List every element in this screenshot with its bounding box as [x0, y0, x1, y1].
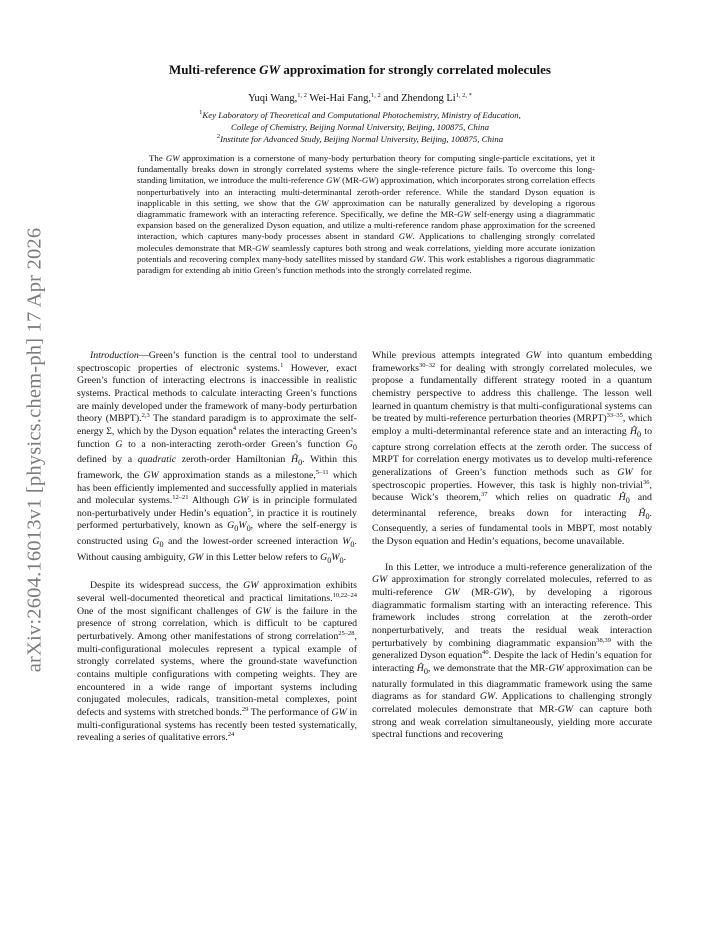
paragraph-previous-attempts: While previous attempts integrated GW into quantum embedding frameworks$^{30-32}$ for dealing with strongly correlated molecules, we propose a fundamentally different strategy rooted in a quantum chemistry perspective to address this challenge. The lesson well learned in quantum chemistry is that multi-configurational systems can be treated by multi-reference perturbation theories (MRPT)$^{33-35}$, which employ a multi-determinantal reference state and an interacting $Ĥ_0$ to capture strong correlation effects at the zeroth order. The success of MRPT for correlation energy motivates us to develop multi-reference generalizations of Green’s function methods such as GW for spectroscopic properties. However, this task is highly non-trivial$^{36}$, because Wick’s theorem,$^{37}$ which relies on quadratic $Ĥ_0$ and determinantal reference, breaks down for interacting $Ĥ_0$. Consequently, a series of fundamental tools in MBPT, most notably the Dyson equation and Hedin’s equations, become unavailable. [372, 350, 652, 548]
paragraph-this-letter: In this Letter, we introduce a multi-reference generalization of the GW approximation for strongly correlated molecules, referred to as multi-reference GW (MR-GW), by developing a rigorous diagrammatic formalism starting with an interacting reference. This framework includes strong correlation at the zeroth-order nonperturbatively, and treats the residual weak interaction perturbatively by combining diagrammatic expansion$^{38,39}$ with the generalized Dyson equation$^{40}$. Despite the lack of Hedin’s equation for interacting $Ĥ_0$, we demonstrate that the MR-GW approximation can be naturally formulated in this diagrammatic framework using the same diagrams as for standard GW. Applications to challenging strongly correlated molecules demonstrate that MR-GW can capture both strong and weak correlation simultaneously, yielding more accurate spectral functions and recovering [372, 561, 652, 741]
body-column-right [372, 350, 652, 742]
affiliations: $^1$Key Laboratory of Theoretical and Computational Photochemistry, Ministry of Education, College of Chemistry, Beijing Normal University, Beijing, 100875, China $^2$Institute for Advanced Study, Beijing Normal University, Beijing, 100875, China [199, 109, 521, 144]
paper-title: Multi-reference GW approximation for strongly correlated molecules [168, 62, 551, 77]
arxiv-sidebar [14, 200, 56, 700]
paragraph-introduction: Introduction—Green’s function is the central tool to understand spectroscopic properties of electronic systems.$^1$ However, exact Green’s function of interacting electrons is inaccessible in realistic systems. Practical methods to calculate interacting Green’s functions are mainly developed under the framework of many-body perturbation theory (MBPT).$^{2,3}$ The standard paradigm is to approximate the self-energy Σ, which by the Dyson equation$^4$ relates the interacting Green’s function G to a non-interacting zeroth-order Green’s function $G_0$ defined by a quadratic zeroth-order Hamiltonian $Ĥ_0$. Within this framework, the GW approximation stands as a milestone,$^{5-11}$ which has been efficiently implemented and successfully applied in materials and molecular systems.$^{12-21}$ Although GW is in principle formulated non-perturbatively under Hedin’s equation$^5$, in practice it is routinely performed perturbatively, known as $G_0W_0$, where the self-energy is constructed using $G_0$ and the lowest-order screened interaction $W_0$. Without causing ambiguity, GW in this Letter below refers to $G_0W_0$. [77, 350, 357, 565]
author-list: Yuqi Wang,$^{1, 2}$ Wei-Hai Fang,$^{1, 2}$ and Zhendong $Li^{1, 2, *}$ [248, 92, 472, 104]
paragraph-limitations: Despite its widespread success, the GW approximation exhibits several well-documented theoretical and practical limitations.$^{10,22-24}$ One of the most significant challenges of GW is the failure in the presence of strong correlation, which is difficult to be captured perturbatively. Among other manifestations of strong correlation$^{25-28}$, multi-configurational molecules represent a typical example of strongly correlated systems, where the ground-state wavefunction contains multiple configurations with competing weights. They are encountered in a wide range of important systems including conjugated molecules, radicals, transition-metal complexes, point defects and systems with stretched bonds.$^{29}$ The performance of GW in multi-configurational systems has recently been tested systematically, revealing a series of qualitative errors.$^{24}$ [77, 580, 358, 744]
arxiv-identifier: arXiv:2604.16013v1 [physics.chem-ph] 17 Apr 2026 [23, 227, 46, 673]
body-column-left [77, 350, 357, 745]
abstract: The GW approximation is a cornerstone of many-body perturbation theory for computing single-particle excitations, yet it fundamentally breaks down in strongly correlated systems where the single-reference picture fails. To overcome this long-standing limitation, we introduce the multi-reference GW (MR-GW) approximation, which incorporates strong correlation effects nonperturbatively into an interacting multi-determinantal zeroth-order reference. While the standard Dyson equation is inapplicable in this setting, we show that the GW approximation can be naturally generalized by developing a rigorous diagrammatic framework with an interacting reference. Specifically, we define the MR-GW self-energy using a diagrammatic expansion based on the generalized Dyson equation, and utilize a multi-reference random phase approximation for the screened interaction, which captures many-body processes absent in standard GW. Applications to challenging strongly correlated molecules demonstrate that MR-GW seamlessly captures both strong and weak correlations, yielding more accurate ionization potentials and recovering complex many-body satellites missed by standard GW. This work establishes a rigorous diagrammatic paradigm for extending ab initio Green’s function methods into the strongly correlated regime. [137, 153, 596, 276]
